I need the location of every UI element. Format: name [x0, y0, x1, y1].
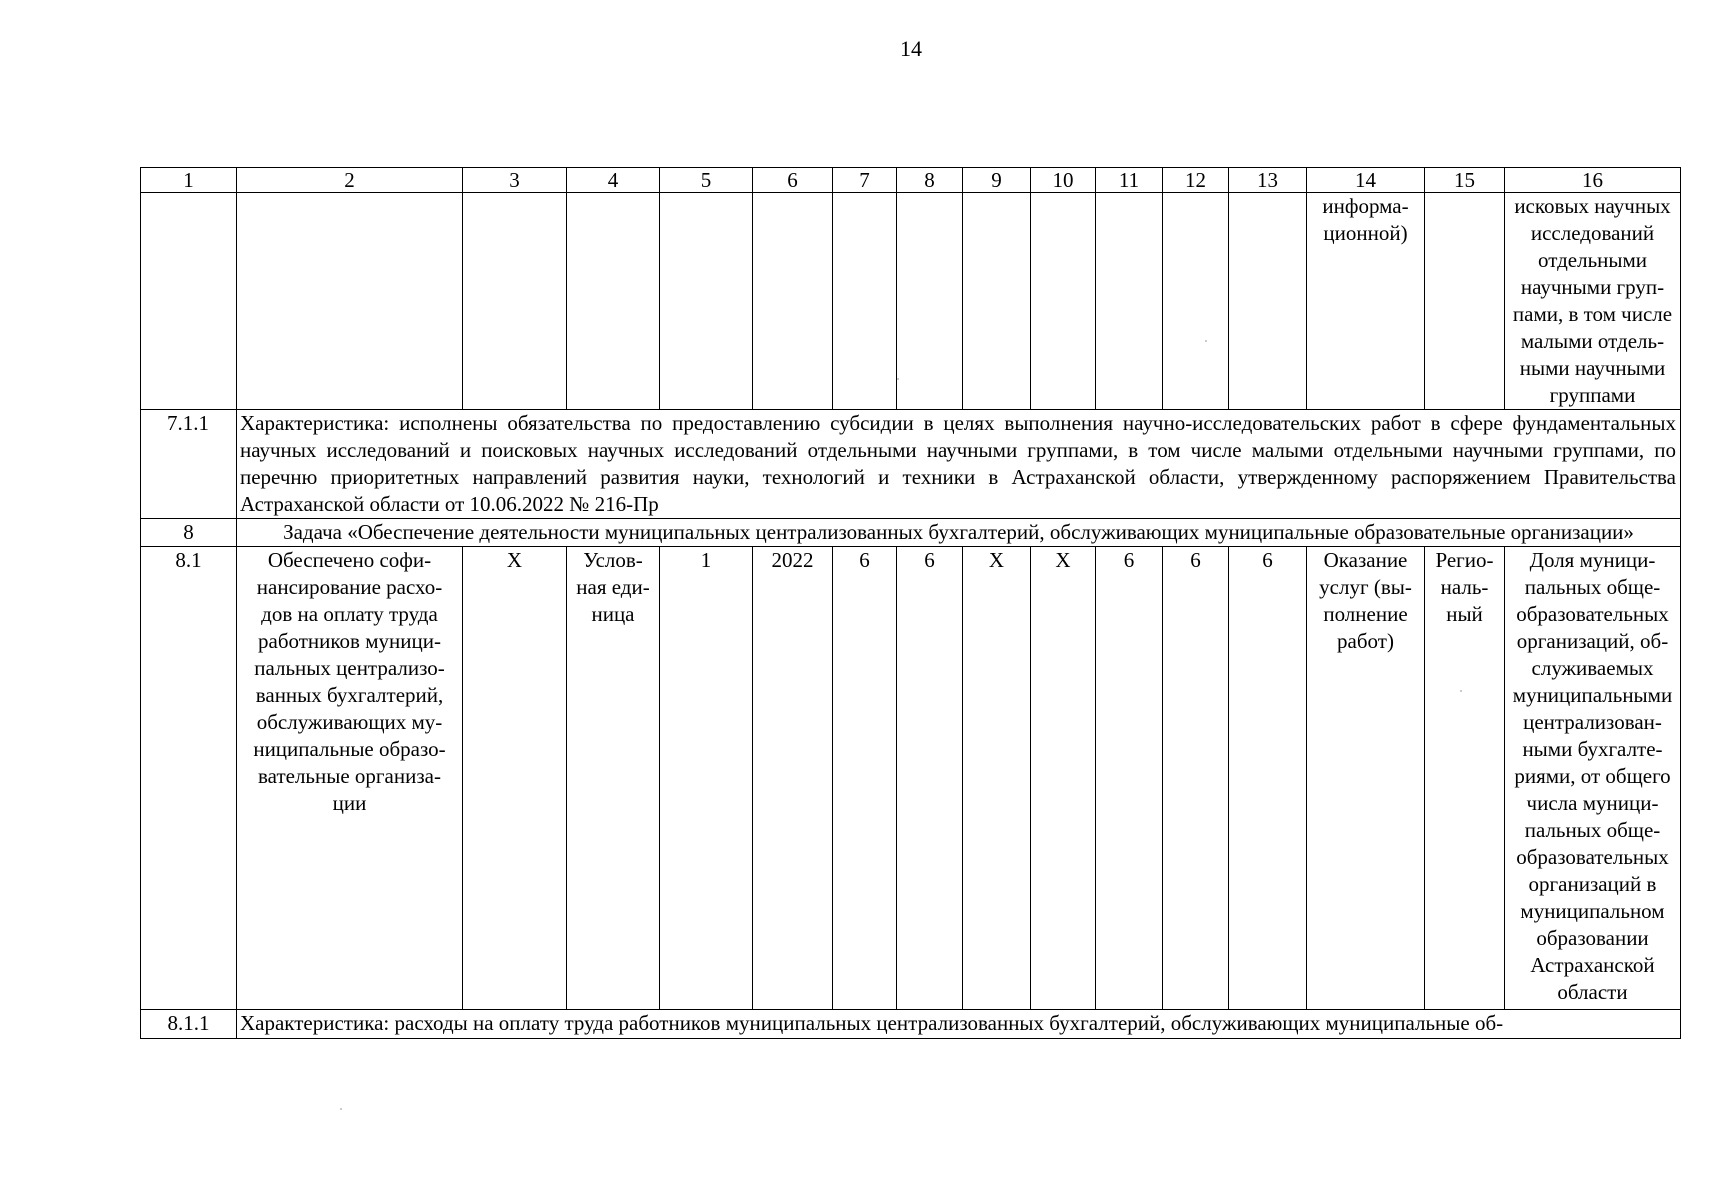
table-cell: Оказание услуг (вы- полнение работ) [1307, 547, 1425, 1010]
row-number: 8.1.1 [141, 1010, 237, 1039]
table-cell: X [1031, 547, 1096, 1010]
page-number: 14 [900, 36, 922, 61]
table-cell: 1 [660, 547, 753, 1010]
scan-artifact [340, 1108, 342, 1110]
header-cell: 4 [567, 168, 660, 193]
header-cell: 14 [1307, 168, 1425, 193]
header-cell: 6 [753, 168, 833, 193]
row-number: 8.1 [141, 547, 237, 1010]
header-cell: 2 [237, 168, 463, 193]
header-row [141, 168, 1681, 193]
table-row [141, 193, 1681, 410]
table-cell [1096, 193, 1163, 410]
table-cell [1229, 193, 1307, 410]
header-cell: 8 [897, 168, 963, 193]
table-cell: 6 [897, 547, 963, 1010]
table-cell: Регио- наль- ный [1425, 547, 1505, 1010]
table-cell: исковых научных исследований отдельными научными груп- пами, в том числе малыми отдель- ными научными группами [1505, 193, 1681, 410]
table-cell: 6 [833, 547, 897, 1010]
row-number: 8 [141, 519, 237, 547]
task-text: Задача «Обеспечение деятельности муниципальных централизованных бухгалтерий, обслуживающих муниципальные образовательные организации» [237, 519, 1681, 547]
task-row [141, 519, 1681, 547]
table-cell [1425, 193, 1505, 410]
header-cell: 5 [660, 168, 753, 193]
table-cell: 6 [1163, 547, 1229, 1010]
table-cell [1163, 193, 1229, 410]
header-cell: 12 [1163, 168, 1229, 193]
header-cell: 13 [1229, 168, 1307, 193]
header-cell: 3 [463, 168, 567, 193]
table-cell [833, 193, 897, 410]
document-table [140, 167, 1681, 1039]
table-cell: информа- ционной) [1307, 193, 1425, 410]
header-cell: 9 [963, 168, 1031, 193]
header-cell: 7 [833, 168, 897, 193]
table-cell [660, 193, 753, 410]
header-cell: 10 [1031, 168, 1096, 193]
table-cell: Услов- ная еди- ница [567, 547, 660, 1010]
header-cell: 11 [1096, 168, 1163, 193]
table-cell: Обеспечено софи- нансирование расхо- дов на оплату труда работников муници- пальных централизо- ванных бухгалтерий, обслуживающих му- ниципальные образо- вательные организа- ции [237, 547, 463, 1010]
table-cell [567, 193, 660, 410]
table-cell [141, 193, 237, 410]
header-cell: 1 [141, 168, 237, 193]
table-cell: X [463, 547, 567, 1010]
table-cell: 6 [1229, 547, 1307, 1010]
table-cell [897, 193, 963, 410]
row-number: 7.1.1 [141, 410, 237, 519]
characteristic-text: Характеристика: исполнены обязательства по предоставлению субсидии в целях выполнения научно-исследовательских работ в сфере фундаментальных научных исследований и поисковых научных исследований отдельными научными группами, в том числе малыми отдельными научными группами, по перечню приоритетных направлений развития науки, технологий и техники в Астраханской области, утвержденному распоряжением Правительства Астраханской области от 10.06.2022 № 216-Пр [237, 410, 1681, 519]
table-cell [1031, 193, 1096, 410]
header-cell: 15 [1425, 168, 1505, 193]
table-cell [237, 193, 463, 410]
characteristic-row [141, 1010, 1681, 1039]
table-cell: 2022 [753, 547, 833, 1010]
table-cell: Доля муници- пальных обще- образовательных организаций, об- служиваемых муниципальными централизован- ными бухгалте- риями, от общего числа муници- пальных обще- образовательных организаций в муниципальном образовании Астраханской области [1505, 547, 1681, 1010]
characteristic-text: Характеристика: расходы на оплату труда работников муниципальных централизованных бухгалтерий, обслуживающих муниципальные об- [237, 1010, 1681, 1039]
header-cell: 16 [1505, 168, 1681, 193]
table-cell: X [963, 547, 1031, 1010]
characteristic-row [141, 410, 1681, 519]
table-cell: 6 [1096, 547, 1163, 1010]
table-cell [963, 193, 1031, 410]
table-row [141, 547, 1681, 1010]
table-cell [463, 193, 567, 410]
table-cell [753, 193, 833, 410]
